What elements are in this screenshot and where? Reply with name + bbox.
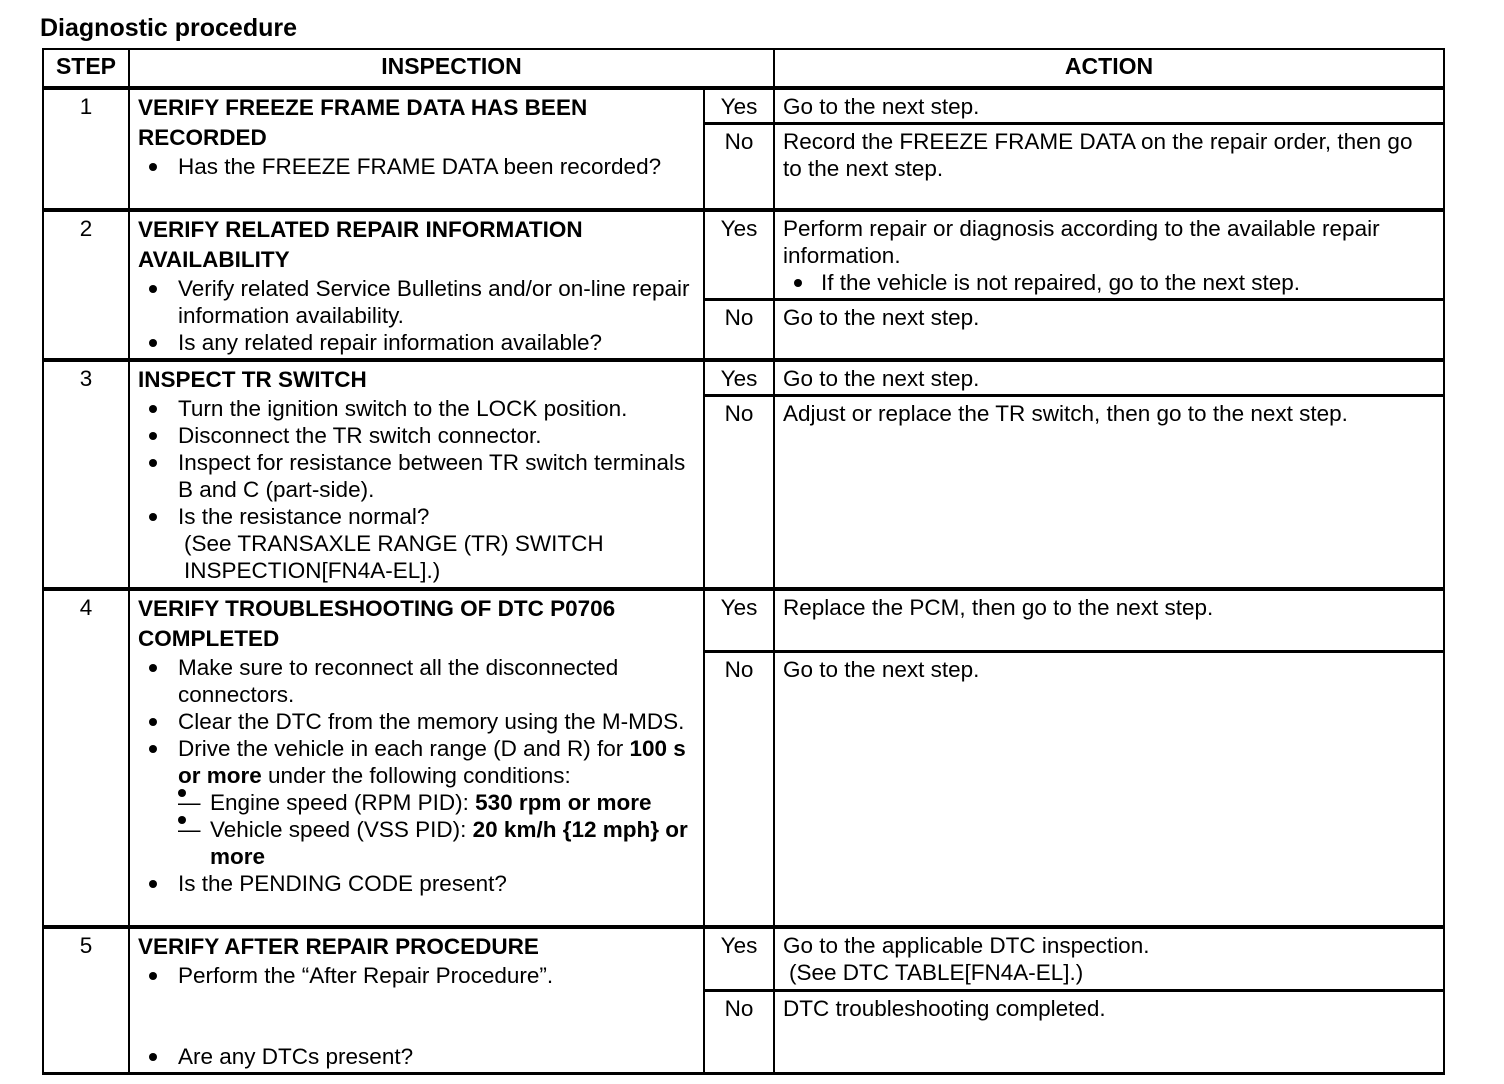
yes-action-cell	[774, 927, 1444, 990]
no-action: Adjust or replace the TR switch, then go to the next step.	[774, 395, 1444, 589]
action-column-header: ACTION	[774, 49, 1444, 88]
inspection-bullet-text: Is the resistance normal?	[178, 503, 430, 529]
yes-label: Yes	[704, 589, 774, 651]
step-number: 3	[43, 360, 129, 590]
inspection-heading: VERIFY TROUBLESHOOTING OF DTC P0706 COMPLETED	[138, 596, 616, 651]
step-4	[43, 589, 1444, 927]
step-3	[43, 360, 1444, 590]
yes-action: Perform repair or diagnosis according to the available repair information.	[783, 215, 1380, 268]
step-number: 2	[43, 210, 129, 360]
step-2	[43, 210, 1444, 360]
inspection-cell	[129, 88, 704, 210]
bullet-text-tail: under the following conditions:	[268, 763, 571, 788]
inspection-bullet: Clear the DTC from the memory using the M-MDS.	[138, 708, 697, 735]
inspection-heading: VERIFY RELATED REPAIR INFORMATION AVAILABILITY	[138, 216, 583, 272]
inspection-bullet	[138, 503, 697, 584]
condition-value: 530 rpm or more	[475, 790, 652, 815]
step-number: 4	[43, 589, 129, 927]
inspection-bullet: Perform the “After Repair Procedure”.	[138, 962, 697, 989]
inspection-bullet: Verify related Service Bulletins and/or on-line repair information availability.	[138, 275, 697, 329]
yes-label: Yes	[704, 360, 774, 396]
inspection-bullet: Make sure to reconnect all the disconnected connectors.	[138, 654, 697, 708]
step-1	[43, 88, 1444, 210]
yes-action: Replace the PCM, then go to the next step.	[774, 589, 1444, 651]
inspection-cell	[129, 589, 704, 927]
bullet-text: Drive the vehicle in each range (D and R) for	[178, 736, 624, 761]
yes-action: Go to the applicable DTC inspection.	[783, 933, 1150, 958]
inspection-cell	[129, 360, 704, 590]
page-title: Diagnostic procedure	[40, 14, 297, 42]
step-5	[43, 927, 1444, 1074]
condition-value: 20 km/h {12 mph} or more	[210, 817, 688, 869]
no-action: DTC troubleshooting completed.	[774, 990, 1444, 1073]
inspection-heading: VERIFY AFTER REPAIR PROCEDURE	[138, 934, 539, 959]
no-label: No	[704, 990, 774, 1073]
reference-link[interactable]: (See TRANSAXLE RANGE (TR) SWITCH INSPECTION[FN4A-EL].)	[184, 530, 604, 583]
inspection-bullet: Is any related repair information available?	[138, 329, 697, 356]
reference-link[interactable]: (See DTC TABLE[FN4A-EL].)	[789, 960, 1084, 985]
yes-action-cell	[774, 210, 1444, 300]
inspection-bullet: Inspect for resistance between TR switch terminals B and C (part-side).	[138, 449, 697, 503]
condition-item	[178, 816, 697, 870]
inspection-cell	[129, 927, 704, 1074]
yes-label: Yes	[704, 210, 774, 300]
diagnostic-table	[42, 48, 1445, 1075]
inspection-bullet: Disconnect the TR switch connector.	[138, 422, 697, 449]
yes-label: Yes	[704, 88, 774, 124]
no-label: No	[704, 300, 774, 360]
action-bullet: If the vehicle is not repaired, go to the next step.	[783, 269, 1437, 296]
inspection-heading: INSPECT TR SWITCH	[138, 366, 367, 392]
condition-text: Vehicle speed (VSS PID):	[210, 817, 467, 842]
no-label: No	[704, 651, 774, 927]
inspection-bullet: Turn the ignition switch to the LOCK position.	[138, 395, 697, 422]
table-header-row	[43, 49, 1444, 88]
condition-text: Engine speed (RPM PID):	[210, 790, 469, 815]
no-action: Record the FREEZE FRAME DATA on the repair order, then go to the next step.	[774, 124, 1444, 210]
no-label: No	[704, 395, 774, 589]
inspection-bullet: Is the PENDING CODE present?	[138, 870, 697, 897]
yes-action: Go to the next step.	[774, 88, 1444, 124]
yes-label: Yes	[704, 927, 774, 990]
step-column-header: STEP	[43, 49, 129, 88]
inspection-bullet: Are any DTCs present?	[138, 1043, 697, 1070]
bullet-emphasis: 100 s or more	[178, 736, 686, 788]
inspection-heading: VERIFY FREEZE FRAME DATA HAS BEEN RECORDED	[138, 95, 588, 150]
yes-action: Go to the next step.	[774, 360, 1444, 396]
no-action: Go to the next step.	[774, 651, 1444, 927]
condition-item	[178, 789, 697, 816]
inspection-cell	[129, 210, 704, 360]
step-number: 5	[43, 927, 129, 1074]
inspection-bullet	[138, 735, 697, 870]
inspection-bullet: Has the FREEZE FRAME DATA been recorded?	[138, 153, 697, 180]
inspection-column-header: INSPECTION	[129, 49, 774, 88]
step-number: 1	[43, 88, 129, 210]
no-action: Go to the next step.	[774, 300, 1444, 360]
no-label: No	[704, 124, 774, 210]
